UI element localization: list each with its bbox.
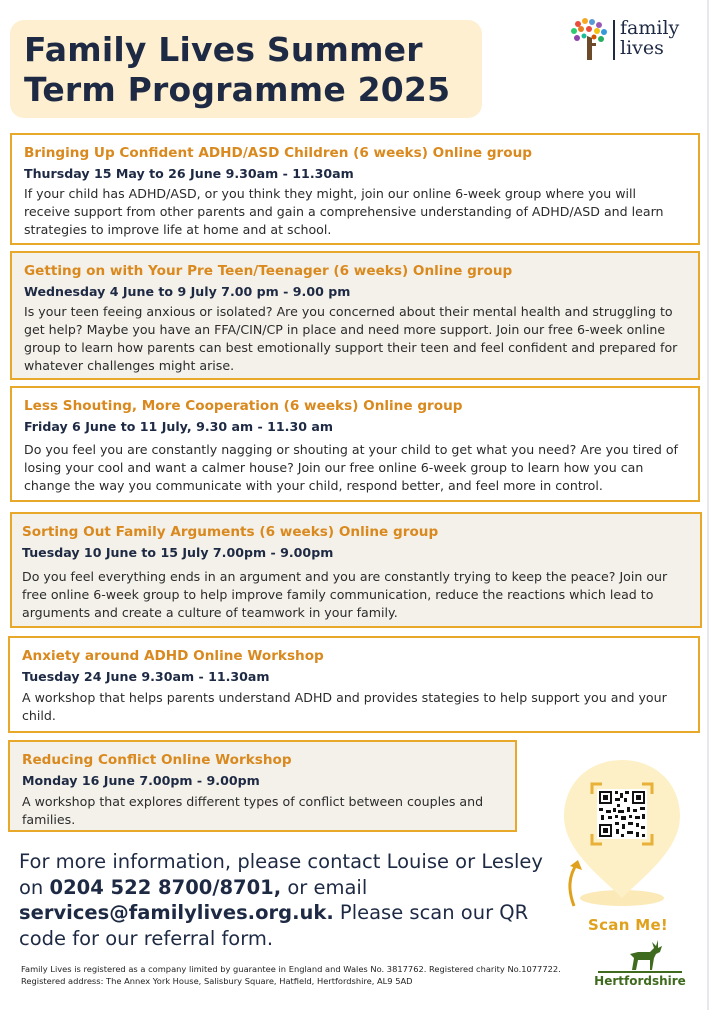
contact-text: Please scan our QR code for our referral form. [19,901,529,950]
family-lives-logo [568,16,700,64]
phone-number: 0204 522 8700/8701, [49,875,282,899]
programme-card [10,386,700,502]
card-description: A workshop that helps parents understand ADHD and provides stategies to help support you and your child. [22,690,667,723]
tree-icon [568,16,612,62]
card-title: Anxiety around ADHD Online Workshop [22,648,324,664]
programme-card [10,133,700,245]
card-title: Bringing Up Confident ADHD/ASD Children (6 weeks) Online group [24,145,533,161]
card-description: If your child has ADHD/ASD, or you think they might, join our online 6-week group where you will receive support from other parents and gain a comprehensive understanding of ADHD/ASD and learn strategies to improve life at home and at school. [24,186,664,237]
programme-card [8,740,517,832]
hertfordshire-logo [594,936,686,990]
qr-location-pin [560,758,684,908]
card-date: Thursday 15 May to 26 June 9.30am - 11.30am [24,166,354,181]
hertfordshire-wordmark: Hertfordshire [594,974,686,988]
contact-text: For more information, please contact Louise or Lesley on [19,850,543,899]
card-title: Reducing Conflict Online Workshop [22,752,292,768]
card-date: Friday 6 June to 11 July, 9.30 am - 11.30 am [24,419,333,434]
page-title: Family Lives Summer Term Programme 2025 [24,30,451,109]
card-date: Tuesday 10 June to 15 July 7.00pm - 9.00pm [22,545,334,560]
card-title: Less Shouting, More Cooperation (6 weeks) Online group [24,398,463,414]
scan-me-label: Scan Me! [588,916,669,934]
card-description: Do you feel you are constantly nagging or shouting at your child to get what you need? Are you tired of losing your cool and want a calmer house? Join our free online 6-week group to learn how you can change the way you communicate with your child, respond better, and feel more in control. [24,442,678,493]
card-date: Wednesday 4 June to 9 July 7.00 pm - 9.00 pm [24,284,351,299]
contact-info [19,849,549,951]
card-description: A workshop that explores different types of conflict between couples and families. [22,794,484,827]
footer-legal-text: Family Lives is registered as a company limited by guarantee in England and Wales No. 3817762. Registered charity No.1077722. Registered address: The Annex York House, Salisbury Square, Hatfield, Hertfordshire, AL9 5AD [21,964,561,986]
page-edge-rule [707,0,709,1010]
card-description: Is your teen feeing anxious or isolated? Are you concerned about their mental health and struggling to get help? Maybe you have an FFA/CIN/CP in place and need more support. Join our free 6-week online group to learn how parents can best emotionally support their teen and feel confident and prepared for whatever challenges might arise. [24,304,678,373]
programme-card [10,251,700,380]
card-title: Sorting Out Family Arguments (6 weeks) Online group [22,524,439,540]
arrow-icon [570,862,578,906]
card-date: Monday 16 June 7.00pm - 9.00pm [22,773,260,788]
logo-wordmark [620,18,700,58]
card-date: Tuesday 24 June 9.30am - 11.30am [22,669,270,684]
stag-icon [594,936,686,974]
logo-word-family: family [620,17,680,39]
card-description: Do you feel everything ends in an argument and you are constantly trying to keep the peace? Join our free online 6-week group to help improve family communication, reduce the reactions which lead to arguments and create a culture of teamwork in your family. [22,569,668,620]
programme-card [8,636,700,733]
card-title: Getting on with Your Pre Teen/Teenager (6 weeks) Online group [24,263,513,279]
logo-separator [613,20,615,60]
logo-word-lives: lives [620,37,664,59]
contact-text: or email [281,875,368,899]
email-address: services@familylives.org.uk. [19,901,334,924]
programme-card [10,512,702,628]
